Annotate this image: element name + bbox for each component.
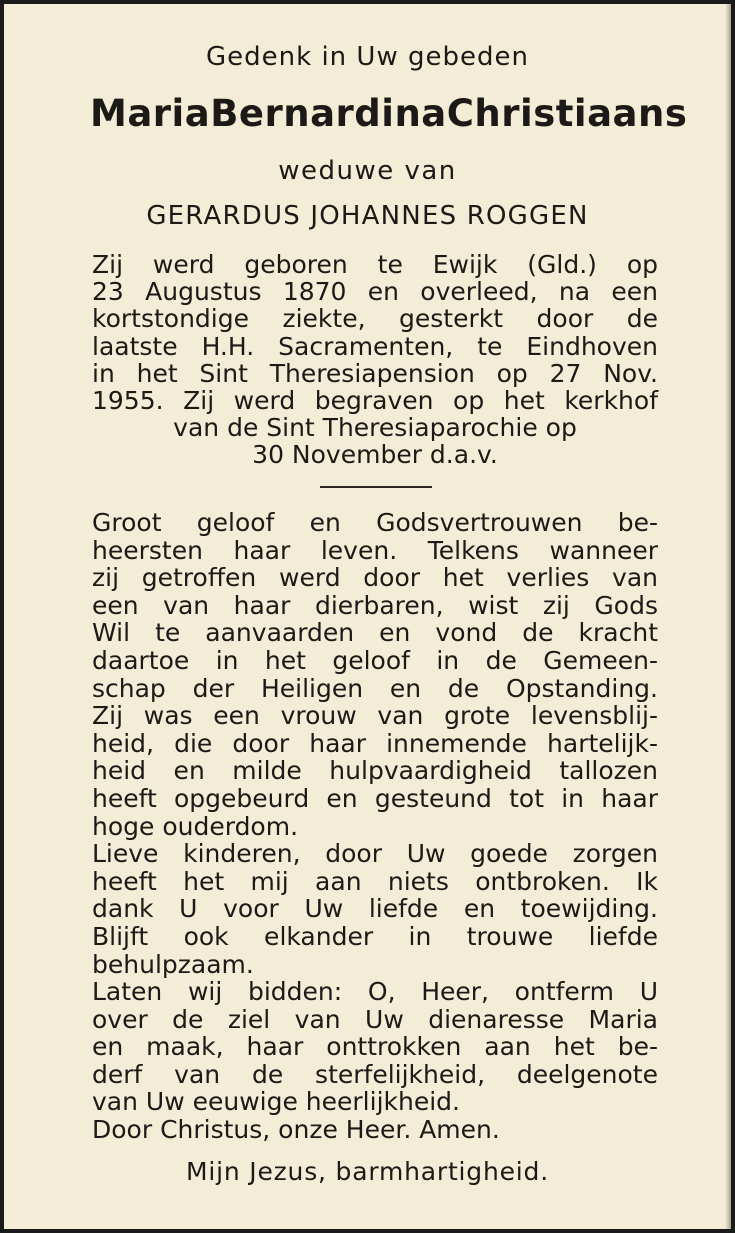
memorial-card [4, 4, 731, 1229]
divider-rule [320, 486, 432, 488]
text-line: Groot geloof en Godsvertrouwen be- [92, 508, 658, 537]
husband-name: GERARDUS JOHANNES ROGGEN [146, 201, 589, 231]
text-line: Door Christus, onze Heer. Amen. [92, 1115, 500, 1145]
bio-line: Zij werd geboren te Ewijk (Gld.) op [92, 250, 658, 279]
widow-of-line: weduwe van [278, 156, 457, 186]
text-line: hoge ouderdom. [92, 811, 299, 841]
text-line: Lieve kinderen, door Uw goede zorgen [92, 839, 658, 869]
text-line: heeft opgebeurd en gesteund tot in haar [92, 783, 658, 813]
text-line: zij getroffen werd door het verlies van [92, 563, 658, 593]
closing-prayer: Mijn Jezus, barmhartigheid. [186, 1157, 549, 1186]
text-line: Wil te aanvaarden en vond de kracht [92, 618, 658, 648]
eulogy-paragraph [92, 509, 658, 1144]
text-line: van Uw eeuwige heerlijkheid. [92, 1087, 460, 1117]
text-line: dank U voor Uw liefde en toewijding. [92, 894, 658, 924]
bio-line: 1955. Zij werd begraven op het kerkhof [92, 385, 658, 415]
deceased-name [90, 92, 688, 135]
text-line: Zij was een vrouw van grote levensblij- [92, 701, 658, 731]
bio-line: van de Sint Theresiaparochie op [173, 413, 577, 443]
text-line: en maak, haar onttrokken aan het be- [92, 1032, 658, 1062]
text-line: heeft het mij aan niets ontbroken. Ik [92, 866, 658, 896]
text-line: schap der Heiligen en de Opstanding. [92, 673, 658, 703]
text-line: heid, die door haar innemende hartelijk- [92, 728, 658, 758]
bio-line: laatste H.H. Sacramenten, te Eindhoven [92, 331, 658, 361]
text-line: daartoe in het geloof in de Gemeen- [92, 645, 658, 675]
text-line: Laten wij bidden: O, Heer, ontferm U [92, 977, 658, 1007]
bio-line: in het Sint Theresiapension op 27 Nov. [92, 358, 658, 388]
bio-line: kortstondige ziekte, gesterkt door de [92, 304, 658, 334]
bio-line: 30 November d.a.v. [252, 440, 498, 470]
text-line: een van haar dierbaren, wist zij Gods [92, 590, 658, 620]
text-line: over de ziel van Uw dienaresse Maria [92, 1004, 658, 1034]
text-line: derf van de sterfelijkheid, deelgenote [92, 1059, 658, 1089]
biography-paragraph [92, 251, 658, 469]
bio-line: 23 Augustus 1870 en overleed, na een [92, 277, 658, 307]
text-line: Blijft ook elkander in trouwe liefde [92, 921, 658, 951]
intro-line: Gedenk in Uw gebeden [206, 42, 529, 72]
name-last: Christiaans [446, 92, 688, 135]
text-line: heersten haar leven. Telkens wanneer [92, 535, 658, 565]
text-line: behulpzaam. [92, 949, 254, 979]
text-line: heid en milde hulpvaardigheid tallozen [92, 756, 658, 786]
name-first: Maria [90, 92, 211, 135]
name-middle: Bernardina [210, 92, 447, 135]
